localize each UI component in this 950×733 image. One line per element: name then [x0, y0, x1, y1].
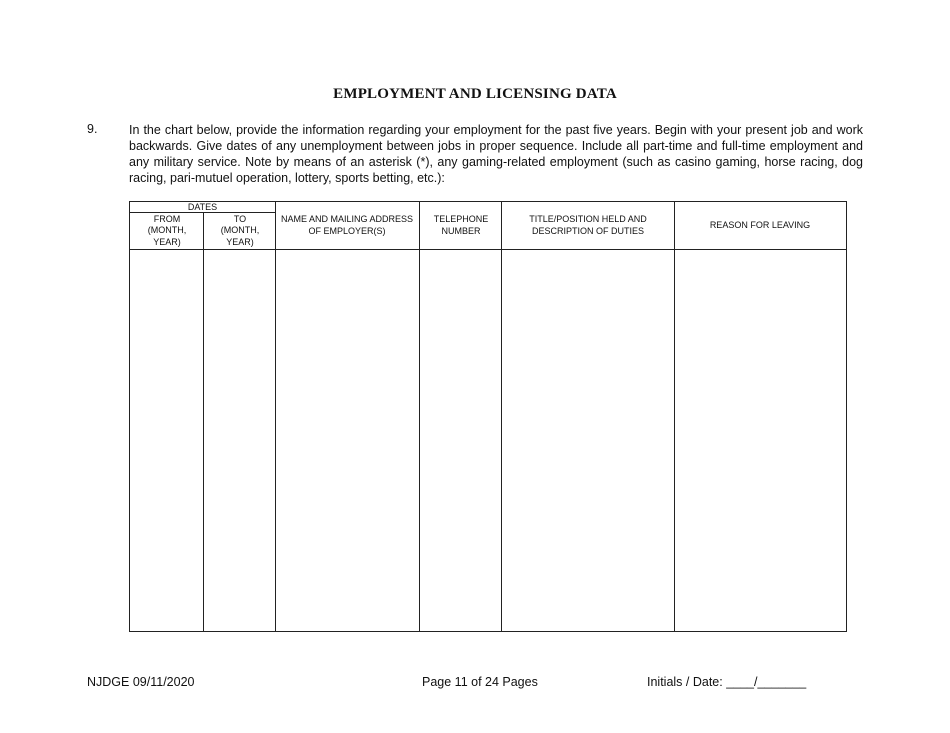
entry-from-cell[interactable]	[130, 250, 203, 631]
header-reason-for-leaving: REASON FOR LEAVING	[709, 219, 811, 230]
header-dates: DATES	[187, 201, 218, 212]
page-number: Page 11 of 24 Pages	[422, 675, 538, 689]
employment-table	[129, 201, 847, 632]
question-number: 9.	[87, 122, 98, 136]
entry-reason-cell[interactable]	[675, 250, 846, 631]
entry-title-cell[interactable]	[502, 250, 674, 631]
header-to: TO (MONTH, YEAR)	[220, 213, 260, 247]
entry-to-cell[interactable]	[204, 250, 275, 631]
entry-telephone-cell[interactable]	[420, 250, 501, 631]
form-id: NJDGE 09/11/2020	[87, 675, 195, 689]
header-telephone: TELEPHONE NUMBER	[433, 214, 489, 236]
question-instructions: In the chart below, provide the information regarding your employment for the past five years. Begin with your present job and work backwards. Give dates of any unemployment between jobs in proper sequence. Include all part-time and full-time employment and any military service. Note by means of an asterisk (*), any gaming-related employment (such as casino gaming, horse racing, dog racing, pari-mutuel operation, lottery, sports betting, etc.):	[129, 123, 863, 185]
header-title-duties: TITLE/POSITION HELD AND DESCRIPTION OF DUTIES	[529, 214, 647, 236]
initials-date-field[interactable]: Initials / Date: ____/_______	[647, 675, 807, 689]
header-employer-name-address: NAME AND MAILING ADDRESS OF EMPLOYER(S)	[280, 214, 414, 236]
page-title: EMPLOYMENT AND LICENSING DATA	[333, 86, 617, 102]
header-from: FROM (MONTH, YEAR)	[147, 213, 187, 247]
entry-employer-cell[interactable]	[276, 250, 419, 631]
